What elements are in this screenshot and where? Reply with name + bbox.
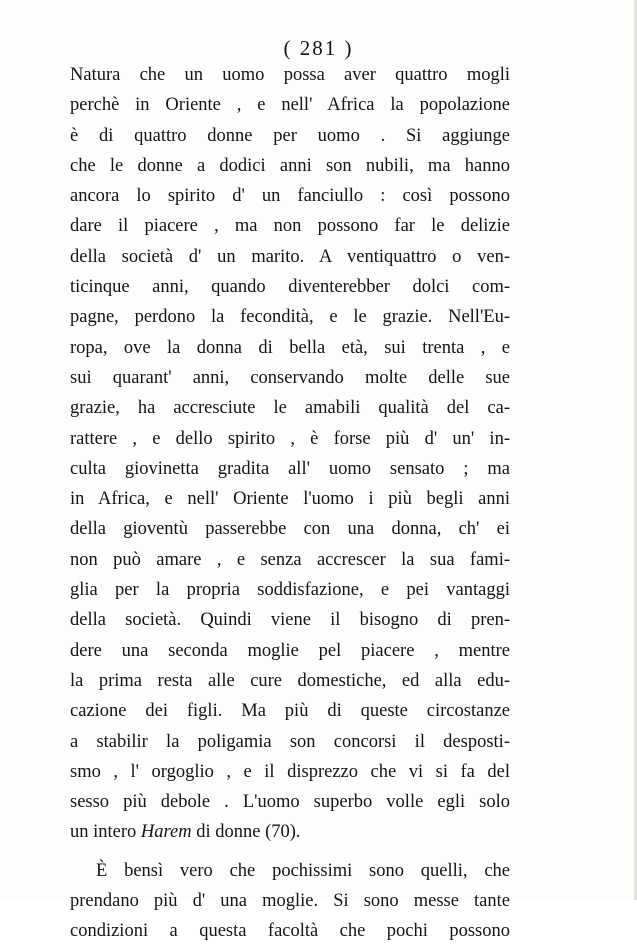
paragraph-2 <box>70 856 510 947</box>
text-block <box>70 60 510 947</box>
text-line-harem <box>70 817 510 847</box>
text-line: dere una seconda moglie pel piacere , mentre <box>70 640 510 661</box>
text-line: ropa, ove la donna di bella età, sui trenta , e <box>70 337 510 358</box>
text-line: È bensì vero che pochissimi sono quelli, che <box>96 860 510 881</box>
text-line: pagne, perdono la fecondità, e le grazie. Nell'Eu- <box>70 307 510 328</box>
text-line: la prima resta alle cure domestiche, ed alla edu- <box>70 670 510 691</box>
text-line: sui quarant' anni, conservando molte delle sue <box>70 367 510 388</box>
text-line: cazione dei figli. Ma più di queste circostanze <box>70 701 510 722</box>
text-line: condizioni a questa facoltà che pochi possono <box>70 921 510 942</box>
text-line: culta giovinetta gradita all' uomo sensato ; ma <box>70 458 510 479</box>
text-line: perchè in Oriente , e nell' Africa la popolazione <box>70 95 510 116</box>
text-line: rattere , e dello spirito , è forse più d' un' in- <box>70 428 510 449</box>
harem-line-after: di donne (70). <box>191 822 301 843</box>
text-line: della società d' un marito. A ventiquattro o ven- <box>70 246 510 267</box>
text-line: sesso più debole . L'uomo superbo volle egli solo <box>70 792 510 813</box>
text-line: della gioventù passerebbe con una donna, ch' ei <box>70 519 510 540</box>
text-line: a stabilir la poligamia son concorsi il desposti- <box>70 731 510 752</box>
text-line: smo , l' orgoglio , e il disprezzo che vi si fa del <box>70 761 510 782</box>
text-line: grazie, ha accresciute le amabili qualità del ca- <box>70 398 510 419</box>
text-line: ticinque anni, quando diventerebber dolci com- <box>70 277 510 298</box>
page-number: ( 281 ) <box>283 36 354 60</box>
text-line: della società. Quindi viene il bisogno di pren- <box>70 610 510 631</box>
paragraph-1 <box>70 60 510 848</box>
text-line: che le donne a dodici anni son nubili, ma hanno <box>70 155 510 176</box>
text-line: ancora lo spirito d' un fanciullo : così possono <box>70 186 510 207</box>
text-line: non può amare , e senza accrescer la sua fami- <box>70 549 510 570</box>
text-line: glia per la propria soddisfazione, e pei vantaggi <box>70 580 510 601</box>
text-line: è di quattro donne per uomo . Si aggiunge <box>70 125 510 146</box>
text-line: in Africa, e nell' Oriente l'uomo i più begli anni <box>70 489 510 510</box>
text-line: Natura che un uomo possa aver quattro mogli <box>70 65 510 85</box>
text-line: prendano più d' una moglie. Si sono messe tante <box>70 891 510 912</box>
harem-line-before: un intero <box>70 822 141 843</box>
text-line: dare il piacere , ma non possono far le delizie <box>70 216 510 237</box>
harem-italic: Harem <box>140 822 192 843</box>
